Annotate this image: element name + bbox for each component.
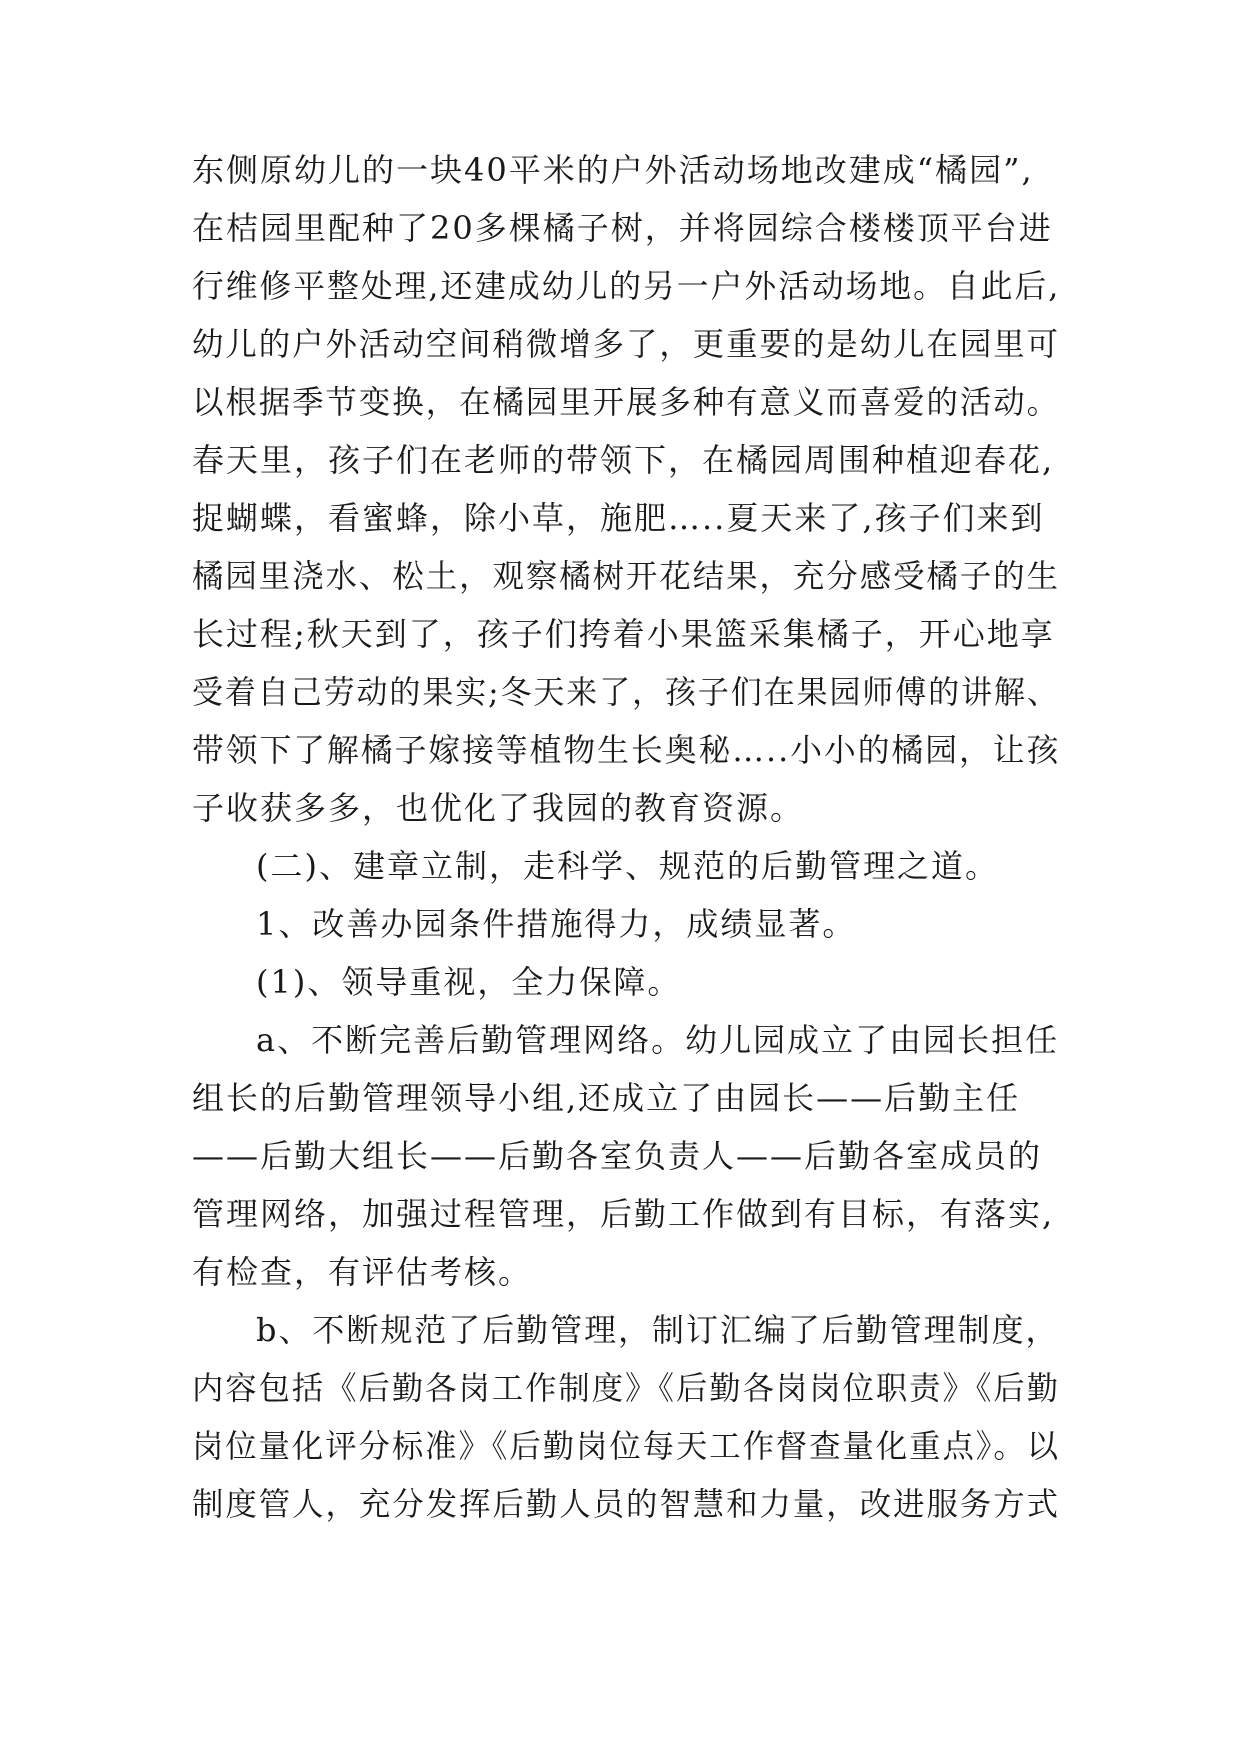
paragraph-line: 在桔园里配种了20多棵橘子树，并将园综合楼楼顶平台进 bbox=[192, 209, 1053, 247]
paragraph-line: 以根据季节变换，在橘园里开展多种有意义而喜爱的活动。 bbox=[192, 383, 1061, 421]
paragraph-line: 制度管人，充分发挥后勤人员的智慧和力量，改进服务方式 bbox=[192, 1485, 1061, 1523]
paragraph-line: b、不断规范了后勤管理，制订汇编了后勤管理制度， bbox=[256, 1311, 1060, 1349]
paragraph-line: 长过程;秋天到了，孩子们挎着小果篮采集橘子，开心地享 bbox=[192, 615, 1055, 653]
paragraph-line: ——后勤大组长——后勤各室负责人——后勤各室成员的 bbox=[192, 1137, 1043, 1175]
subsection-heading: (1)、领导重视，全力保障。 bbox=[256, 963, 682, 1001]
paragraph-line: 幼儿的户外活动空间稍微增多了，更重要的是幼儿在园里可 bbox=[192, 325, 1061, 363]
paragraph-line: 春天里，孩子们在老师的带领下，在橘园周围种植迎春花, bbox=[192, 441, 1055, 479]
paragraph-line: 橘园里浇水、松土，观察橘树开花结果，充分感受橘子的生 bbox=[192, 557, 1061, 595]
paragraph-line: 管理网络，加强过程管理，后勤工作做到有目标，有落实, bbox=[192, 1195, 1055, 1233]
paragraph-line: 捉蝴蝶，看蜜蜂，除小草，施肥…..夏天来了,孩子们来到 bbox=[192, 499, 1045, 537]
paragraph-line: 组长的后勤管理领导小组,还成立了由园长——后勤主任 bbox=[192, 1079, 1021, 1117]
section-heading: (二)、建章立制，走科学、规范的后勤管理之道。 bbox=[256, 847, 999, 885]
paragraph-line: a、不断完善后勤管理网络。幼儿园成立了由园长担任 bbox=[256, 1021, 1060, 1059]
subsection-heading: 1、改善办园条件措施得力，成绩显著。 bbox=[256, 905, 857, 943]
paragraph-line: 受着自己劳动的果实;冬天来了，孩子们在果园师傅的讲解、 bbox=[192, 673, 1060, 711]
paragraph-line: 有检查，有评估考核。 bbox=[192, 1253, 533, 1291]
paragraph-line: 子收获多多，也优化了我园的教育资源。 bbox=[192, 789, 805, 827]
paragraph-line: 东侧原幼儿的一块40平米的户外活动场地改建成“橘园”, bbox=[192, 151, 1034, 189]
paragraph-line: 岗位量化评分标准》《后勤岗位每天工作督查量化重点》。以 bbox=[192, 1427, 1061, 1465]
paragraph-line: 带领下了解橘子嫁接等植物生长奥秘…..小小的橘园，让孩 bbox=[192, 731, 1061, 769]
paragraph-line: 内容包括《后勤各岗工作制度》《后勤各岗岗位职责》《后勤 bbox=[192, 1369, 1061, 1407]
paragraph-line: 行维修平整处理,还建成幼儿的另一户外活动场地。自此后, bbox=[192, 267, 1061, 305]
